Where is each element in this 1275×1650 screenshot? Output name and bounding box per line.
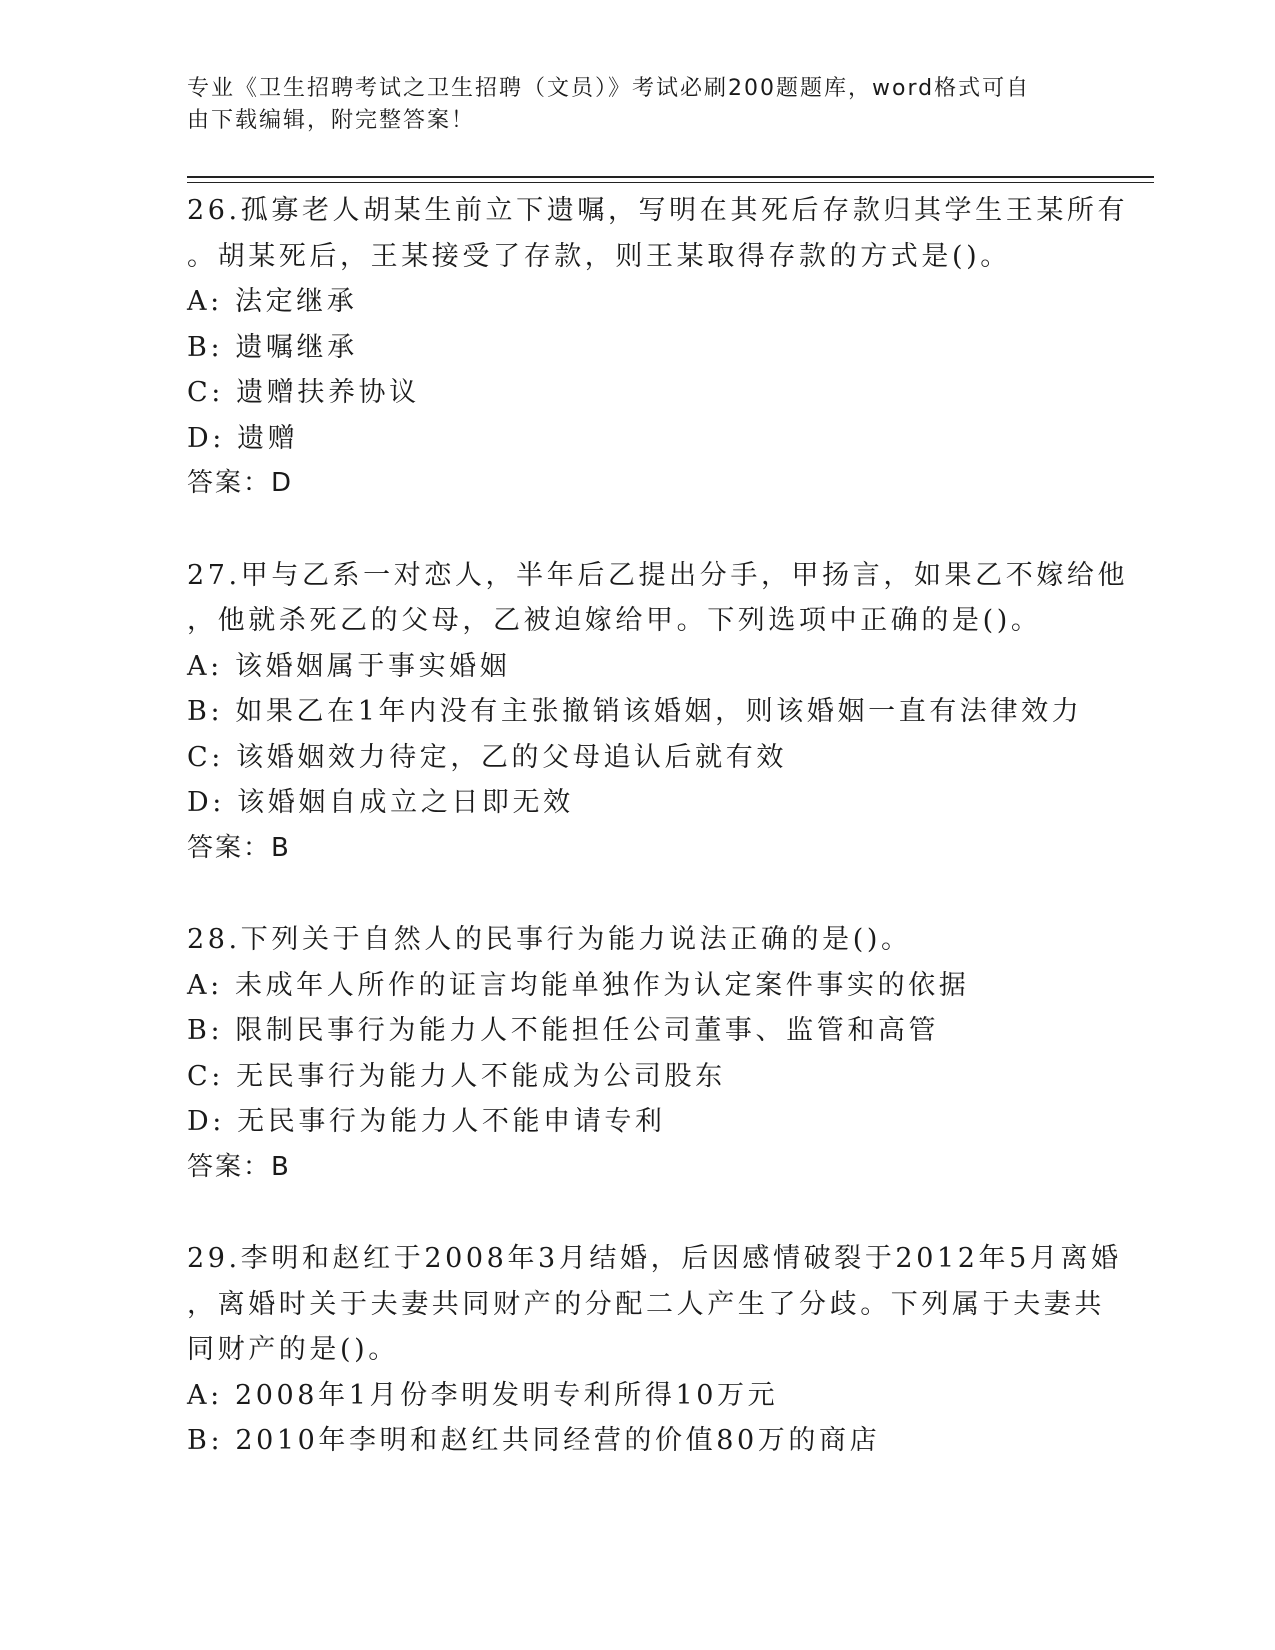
question-29 <box>187 1236 1154 1464</box>
question-stem-line: ，离婚时关于夫妻共同财产的分配二人产生了分歧。下列属于夫妻共 <box>187 1288 1105 1320</box>
question-28 <box>187 917 1154 1190</box>
option-c: C: 遗赠扶养协议 <box>187 377 420 408</box>
option-a: A: 未成年人所作的证言均能单独作为认定案件事实的依据 <box>187 969 970 1001</box>
question-stem-line: 29.李明和赵红于2008年3月结婚，后因感情破裂于2012年5月离婚 <box>187 1243 1122 1274</box>
option-d: D: 遗赠 <box>187 422 299 454</box>
question-27 <box>187 553 1154 872</box>
option-b: B: 遗嘱继承 <box>187 331 358 363</box>
option-c: C: 无民事行为能力人不能成为公司股东 <box>187 1060 726 1092</box>
option-d: D: 无民事行为能力人不能申请专利 <box>187 1106 666 1137</box>
option-b: B: 2010年李明和赵红共同经营的价值80万的商店 <box>187 1425 881 1456</box>
header-divider-thin <box>187 182 1154 183</box>
answer-line: 答案：B <box>187 832 291 863</box>
header-divider-thick <box>187 176 1154 178</box>
option-a: A: 该婚姻属于事实婚姻 <box>187 650 511 682</box>
question-stem-line: 同财产的是()。 <box>187 1334 399 1365</box>
answer-line: 答案：D <box>187 468 294 498</box>
question-stem-line: 27.甲与乙系一对恋人，半年后乙提出分手，甲扬言，如果乙不嫁给他 <box>187 559 1129 591</box>
option-b: B: 限制民事行为能力人不能担任公司董事、监管和高管 <box>187 1015 940 1046</box>
option-d: D: 该婚姻自成立之日即无效 <box>187 787 574 818</box>
question-stem-line: 26.孤寡老人胡某生前立下遗嘱，写明在其死后存款归其学生王某所有 <box>187 195 1129 226</box>
option-c: C: 该婚姻效力待定，乙的父母追认后就有效 <box>187 741 787 773</box>
header-line: 由下载编辑，附完整答案！ <box>187 108 476 133</box>
option-b: B: 如果乙在1年内没有主张撤销该婚姻，则该婚姻一直有法律效力 <box>187 696 1083 727</box>
question-stem-line: ，他就杀死乙的父母，乙被迫嫁给甲。下列选项中正确的是()。 <box>187 605 1042 636</box>
question-list <box>187 188 1154 1464</box>
answer-line: 答案：B <box>187 1151 291 1182</box>
option-a: A: 2008年1月份李明发明专利所得10万元 <box>187 1379 779 1411</box>
option-a: A: 法定继承 <box>187 286 358 317</box>
document-header <box>187 73 1067 137</box>
header-line: 专业《卫生招聘考试之卫生招聘（文员）》考试必刷200题题库，word格式可自 <box>187 76 1031 101</box>
question-stem-line: 28.下列关于自然人的民事行为能力说法正确的是()。 <box>187 924 912 955</box>
question-stem-line: 。胡某死后，王某接受了存款，则王某取得存款的方式是()。 <box>187 240 1011 272</box>
question-26 <box>187 188 1154 507</box>
